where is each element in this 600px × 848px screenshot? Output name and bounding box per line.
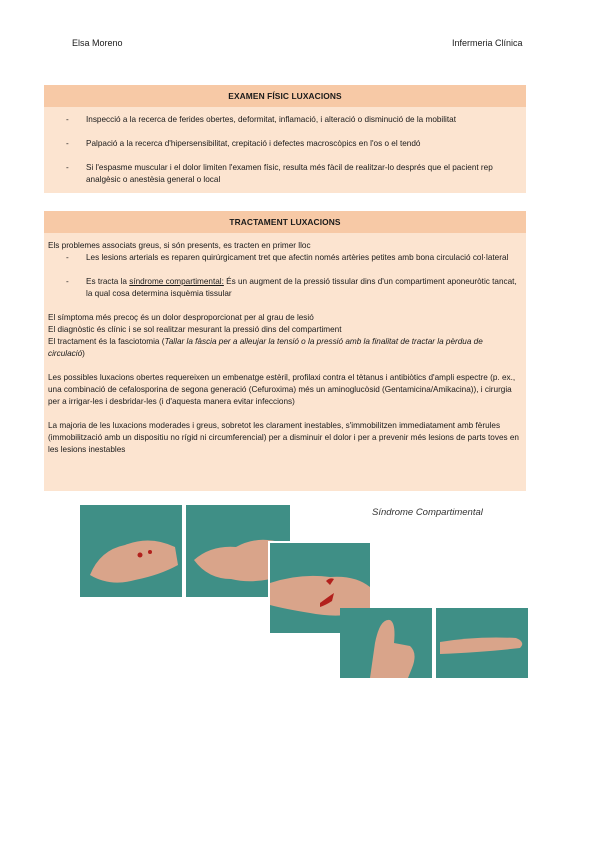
bullet-dash: - (66, 139, 69, 148)
symptom-line: El símptoma més precoç és un dolor desproporcionat per al grau de lesió (48, 313, 314, 322)
treatment-bullet (44, 252, 526, 264)
author-name: Elsa Moreno (72, 38, 123, 48)
bullet-dash: - (66, 253, 69, 262)
immobilization-paragraph: La majoria de les luxacions moderades i greus, sobretot les clarament inestables, s'immobilitzen immediatament amb fèrules (immobilització amb un dispositiu no rígid ni circumferencial) per a disminuir el dolor i per a prevenir més lesions de parts toves en les lesions inestables (48, 421, 519, 454)
bullet-dash: - (66, 115, 69, 124)
fasciotomy-explanation: Tallar la fàscia per a alleujar la tensió o la pressió amb la finalitat de tractar la pèrdua de circulació (48, 337, 483, 358)
exam-bullet (44, 162, 526, 186)
photo-splinted-arm (436, 608, 528, 678)
photo-thumb-up (340, 608, 432, 678)
treatment-intro: Els problemes associats greus, si són presents, es tracten en primer lloc (48, 241, 311, 250)
treatment-bullet-text (86, 276, 518, 300)
photo-thumb-up-image (340, 608, 432, 678)
photo-splinted-arm-image (436, 608, 528, 678)
treatment-section (44, 211, 526, 491)
photo-swollen-hand-image (80, 505, 182, 597)
exam-bullet-text: Palpació a la recerca d'hipersensibilitat, crepitació i defectes macroscòpics en l'os o el tendó (86, 139, 421, 148)
open-luxation-paragraph: Les possibles luxacions obertes requereixen un embenatge estèril, profilaxi contra el tètanus i antibiòtics d'ampli espectre (p. ex., una combinació de cefalosporina de segona generació (Cefuroxima) més un aminoglucòsid (Gentamicina/Amikacina)), i cirurgia per a irrigar-les i desbridar-les (i d'aquesta manera evitar infeccions) (48, 373, 516, 406)
photo-swollen-hand (80, 505, 182, 597)
treatment-bullet (44, 276, 526, 300)
fasciotomy-prefix: El tractament és la fasciotomia ( (48, 337, 165, 346)
exam-bullet (44, 138, 526, 150)
compartment-prefix: Es tracta la (86, 277, 130, 286)
subject-name: Infermeria Clínica (452, 38, 523, 48)
figure-caption: Síndrome Compartimental (372, 507, 483, 518)
treatment-bullet-text: Les lesions arterials es reparen quirúrgicament tret que afectin només artèries petites amb bona circulació col·lateral (86, 253, 509, 262)
exam-section (44, 85, 526, 193)
bullet-dash: - (66, 163, 69, 172)
exam-bullet-text: Inspecció a la recerca de ferides obertes, deformitat, inflamació, i alteració o disminució de la mobilitat (86, 115, 456, 124)
compartment-term: síndrome compartimental: (129, 277, 224, 286)
compartment-definition: És un augment de la pressió tissular dins d'un compartiment aponeuròtic tancat, la qual cosa determina isquèmia tissular (86, 277, 517, 298)
fasciotomy-suffix: ) (82, 349, 85, 358)
fasciotomy-line (48, 336, 520, 360)
treatment-title: TRACTAMENT LUXACIONS (44, 211, 526, 233)
diagnosis-line: El diagnòstic és clínic i se sol realitzar mesurant la pressió dins del compartiment (48, 325, 342, 334)
bullet-dash: - (66, 277, 69, 286)
exam-bullet-text: Si l'espasme muscular i el dolor limiten l'examen físic, resulta més fàcil de realitzar-lo després que el pacient rep analgèsic o anestèsia general o local (86, 163, 493, 184)
exam-title: EXAMEN FÍSIC LUXACIONS (44, 85, 526, 107)
exam-bullet (44, 114, 526, 126)
